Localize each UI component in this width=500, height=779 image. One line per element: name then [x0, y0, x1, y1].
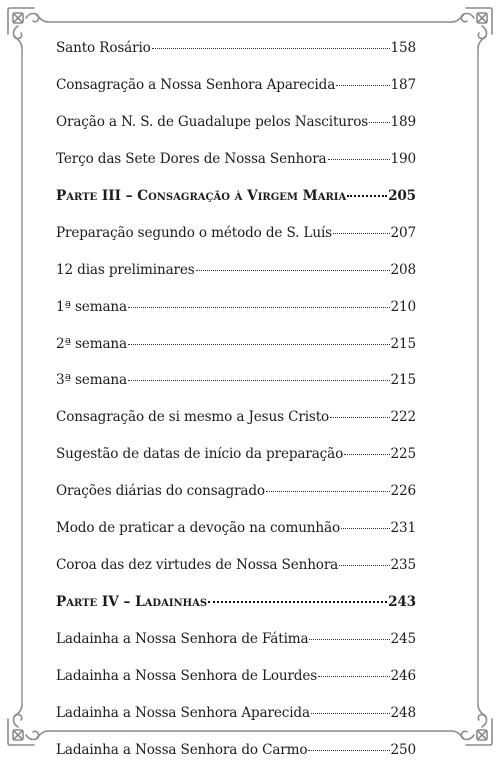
toc-entry-page: 187 [390, 76, 416, 93]
toc-entry [56, 705, 416, 742]
toc-entry-title: Orações diárias do consagrado [56, 483, 265, 500]
toc-entry-title: Ladainha a Nossa Senhora de Lourdes [56, 667, 318, 684]
toc-entry-title: Santo Rosário [56, 40, 151, 56]
toc-entry-title: 2ª semana [56, 335, 127, 352]
dot-leader [318, 676, 389, 677]
toc-entry [56, 372, 416, 409]
corner-ornament-top-right [452, 8, 492, 48]
toc-entry-title: 12 dias preliminares [56, 261, 195, 278]
toc-entry [56, 409, 416, 446]
dot-leader [128, 380, 390, 381]
toc-entry [56, 668, 416, 705]
dot-leader [333, 233, 390, 234]
toc-entry [56, 446, 416, 483]
dot-leader [328, 159, 390, 160]
toc-entry-page: 248 [390, 704, 416, 721]
toc-entry-title: Ladainha a Nossa Senhora do Carmo [56, 741, 308, 758]
toc-entry-page: 250 [390, 741, 416, 758]
dot-leader [309, 639, 389, 640]
toc-entry [56, 483, 416, 520]
toc-entry-title: Ladainha a Nossa Senhora de Fátima [56, 631, 309, 647]
toc-entry-page: 208 [390, 261, 416, 278]
toc-part-title: Parte IV – Ladainhas [56, 594, 208, 611]
toc-entry-page: 205 [388, 187, 416, 204]
toc-entry-page: 235 [390, 557, 416, 574]
toc-entry-title: Consagração de si mesmo a Jesus Cristo [56, 409, 330, 426]
dot-leader [266, 491, 390, 492]
dot-leader [369, 122, 389, 123]
toc-entry [56, 520, 416, 557]
dot-leader [208, 601, 387, 603]
toc-part-heading [56, 594, 416, 631]
toc-entry-title: Sugestão de datas de início da preparação [56, 446, 344, 463]
toc-entry [56, 742, 416, 779]
dot-leader [308, 750, 389, 751]
toc-entry-page: 243 [388, 594, 416, 611]
toc-entry [56, 262, 416, 299]
toc-entry-title: Oração a N. S. de Guadalupe pelos Nascituros [56, 113, 369, 130]
dot-leader [330, 417, 389, 418]
toc-entry [56, 557, 416, 594]
toc-entry-title: 3ª semana [56, 372, 127, 389]
toc-entry-title: Coroa das dez virtudes de Nossa Senhora [56, 557, 339, 574]
corner-ornament-bottom-right [452, 705, 492, 745]
dot-leader [336, 85, 389, 86]
toc-entry-title: Preparação segundo o método de S. Luís [56, 224, 332, 241]
dot-leader [347, 195, 387, 197]
dot-leader [196, 270, 390, 271]
corner-ornament-top-left [8, 8, 48, 48]
toc-entry [56, 631, 416, 668]
toc-entry-page: 207 [390, 224, 416, 241]
toc-entry-page: 225 [390, 446, 416, 463]
toc-entry-title: Consagração a Nossa Senhora Aparecida [56, 76, 336, 93]
dot-leader [344, 454, 389, 455]
toc-entry-page: 226 [390, 483, 416, 500]
toc-entry [56, 77, 416, 114]
toc-entry-title: 1ª semana [56, 298, 127, 315]
dot-leader [152, 48, 390, 49]
dot-leader [311, 713, 390, 714]
dot-leader [339, 565, 389, 566]
toc-entry-page: 231 [390, 520, 416, 537]
toc-entry-page: 210 [390, 298, 416, 315]
table-of-contents [56, 40, 416, 779]
dot-leader [128, 344, 390, 345]
toc-entry-title: Terço das Sete Dores de Nossa Senhora [56, 150, 327, 167]
toc-entry [56, 40, 416, 77]
toc-entry-page: 246 [390, 667, 416, 684]
toc-part-title: Parte III – Consagração à Virgem Maria [56, 187, 347, 204]
toc-entry-page: 245 [390, 631, 416, 647]
toc-entry-page: 215 [390, 372, 416, 389]
toc-entry-page: 189 [390, 113, 416, 130]
toc-entry-page: 158 [390, 40, 416, 56]
toc-entry [56, 114, 416, 151]
toc-entry [56, 336, 416, 373]
toc-entry-title: Modo de praticar a devoção na comunhão [56, 520, 341, 537]
toc-entry-page: 190 [390, 150, 416, 167]
dot-leader [128, 307, 390, 308]
toc-entry-page: 222 [390, 409, 416, 426]
corner-ornament-bottom-left [8, 705, 48, 745]
toc-entry-title: Ladainha a Nossa Senhora Aparecida [56, 704, 310, 721]
toc-entry-page: 215 [390, 335, 416, 352]
toc-entry [56, 151, 416, 188]
toc-entry [56, 225, 416, 262]
toc-entry [56, 299, 416, 336]
dot-leader [341, 528, 389, 529]
toc-part-heading [56, 188, 416, 225]
